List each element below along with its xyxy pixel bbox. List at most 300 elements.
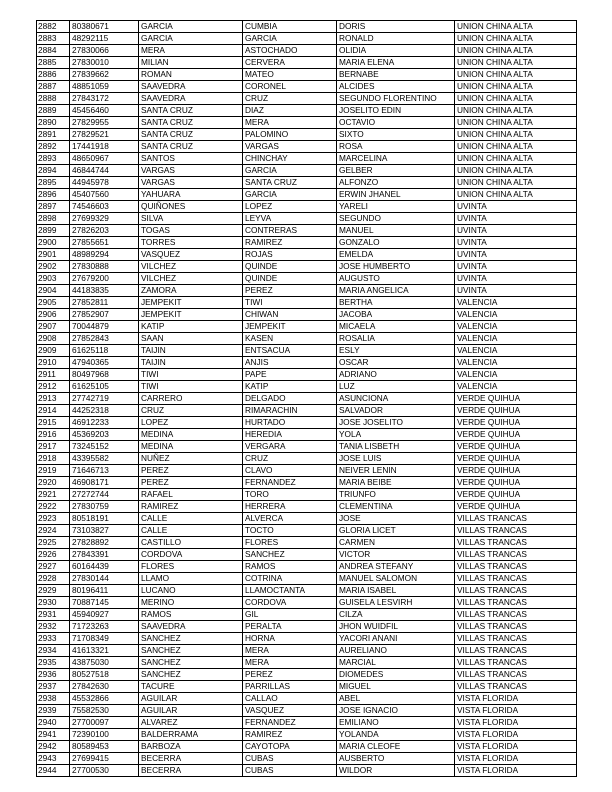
id-number-cell: 27830759	[70, 501, 139, 513]
row-number-cell: 2943	[37, 753, 70, 765]
community-cell: VILLAS TRANCAS	[455, 633, 577, 645]
row-number-cell: 2940	[37, 717, 70, 729]
row-number-cell: 2891	[37, 129, 70, 141]
first-surname-cell: CARRERO	[139, 393, 243, 405]
table-row	[37, 321, 577, 333]
given-names-cell: OSCAR	[337, 357, 455, 369]
given-names-cell: DIOMEDES	[337, 669, 455, 681]
given-names-cell: MIGUEL	[337, 681, 455, 693]
community-cell: VISTA FLORIDA	[455, 741, 577, 753]
first-surname-cell: TAIJIN	[139, 357, 243, 369]
first-surname-cell: PEREZ	[139, 477, 243, 489]
first-surname-cell: JEMPEKIT	[139, 297, 243, 309]
table-row	[37, 177, 577, 189]
table-row	[37, 69, 577, 81]
given-names-cell: MARCIAL	[337, 657, 455, 669]
row-number-cell: 2904	[37, 285, 70, 297]
table-row	[37, 573, 577, 585]
community-cell: VILLAS TRANCAS	[455, 657, 577, 669]
row-number-cell: 2923	[37, 513, 70, 525]
row-number-cell: 2886	[37, 69, 70, 81]
row-number-cell: 2926	[37, 549, 70, 561]
first-surname-cell: CALLE	[139, 513, 243, 525]
id-number-cell: 27830066	[70, 45, 139, 57]
given-names-cell: ROSA	[337, 141, 455, 153]
id-number-cell: 27843172	[70, 93, 139, 105]
second-surname-cell: CORONEL	[243, 81, 337, 93]
table-row	[37, 225, 577, 237]
given-names-cell: CLEMENTINA	[337, 501, 455, 513]
row-number-cell: 2907	[37, 321, 70, 333]
second-surname-cell: PAPE	[243, 369, 337, 381]
row-number-cell: 2887	[37, 81, 70, 93]
row-number-cell: 2934	[37, 645, 70, 657]
table-row	[37, 129, 577, 141]
row-number-cell: 2917	[37, 441, 70, 453]
community-cell: UNION CHINA ALTA	[455, 33, 577, 45]
id-number-cell: 27700097	[70, 717, 139, 729]
given-names-cell: SALVADOR	[337, 405, 455, 417]
id-number-cell: 80527518	[70, 669, 139, 681]
row-number-cell: 2933	[37, 633, 70, 645]
given-names-cell: ALFONZO	[337, 177, 455, 189]
id-number-cell: 45369203	[70, 429, 139, 441]
id-number-cell: 44183835	[70, 285, 139, 297]
given-names-cell: MARIA CLEOFE	[337, 741, 455, 753]
row-number-cell: 2906	[37, 309, 70, 321]
first-surname-cell: SANTA CRUZ	[139, 129, 243, 141]
row-number-cell: 2928	[37, 573, 70, 585]
given-names-cell: DORIS	[337, 21, 455, 33]
first-surname-cell: RAMOS	[139, 609, 243, 621]
table-row	[37, 105, 577, 117]
id-number-cell: 71708349	[70, 633, 139, 645]
first-surname-cell: KATIP	[139, 321, 243, 333]
second-surname-cell: MERA	[243, 645, 337, 657]
id-number-cell: 70044879	[70, 321, 139, 333]
table-row	[37, 537, 577, 549]
id-number-cell: 41613321	[70, 645, 139, 657]
id-number-cell: 27699415	[70, 753, 139, 765]
second-surname-cell: PERALTA	[243, 621, 337, 633]
row-number-cell: 2915	[37, 417, 70, 429]
id-number-cell: 46908171	[70, 477, 139, 489]
community-cell: VISTA FLORIDA	[455, 753, 577, 765]
community-cell: VISTA FLORIDA	[455, 693, 577, 705]
first-surname-cell: TACURE	[139, 681, 243, 693]
first-surname-cell: RAMIREZ	[139, 501, 243, 513]
community-cell: UNION CHINA ALTA	[455, 117, 577, 129]
row-number-cell: 2916	[37, 429, 70, 441]
table-row	[37, 669, 577, 681]
row-number-cell: 2910	[37, 357, 70, 369]
id-number-cell: 27855651	[70, 237, 139, 249]
table-row	[37, 729, 577, 741]
second-surname-cell: ASTOCHADO	[243, 45, 337, 57]
id-number-cell: 45940927	[70, 609, 139, 621]
second-surname-cell: CORDOVA	[243, 597, 337, 609]
second-surname-cell: MERA	[243, 117, 337, 129]
first-surname-cell: BARBOZA	[139, 741, 243, 753]
table-row	[37, 645, 577, 657]
id-number-cell: 43395582	[70, 453, 139, 465]
community-cell: VERDE QUIHUA	[455, 501, 577, 513]
community-cell: VALENCIA	[455, 309, 577, 321]
table-row	[37, 117, 577, 129]
id-number-cell: 27852907	[70, 309, 139, 321]
first-surname-cell: TAIJIN	[139, 345, 243, 357]
table-row	[37, 93, 577, 105]
first-surname-cell: AGUILAR	[139, 693, 243, 705]
community-cell: VALENCIA	[455, 369, 577, 381]
row-number-cell: 2935	[37, 657, 70, 669]
given-names-cell: VICTOR	[337, 549, 455, 561]
id-number-cell: 44945978	[70, 177, 139, 189]
given-names-cell: JOSE LUIS	[337, 453, 455, 465]
second-surname-cell: JEMPEKIT	[243, 321, 337, 333]
first-surname-cell: RAFAEL	[139, 489, 243, 501]
second-surname-cell: TOCTO	[243, 525, 337, 537]
table-row	[37, 33, 577, 45]
second-surname-cell: GIL	[243, 609, 337, 621]
community-cell: UNION CHINA ALTA	[455, 153, 577, 165]
second-surname-cell: MERA	[243, 657, 337, 669]
id-number-cell: 27679200	[70, 273, 139, 285]
community-cell: VERDE QUIHUA	[455, 393, 577, 405]
row-number-cell: 2937	[37, 681, 70, 693]
row-number-cell: 2912	[37, 381, 70, 393]
id-number-cell: 80196411	[70, 585, 139, 597]
table-row	[37, 417, 577, 429]
row-number-cell: 2896	[37, 189, 70, 201]
second-surname-cell: KASEN	[243, 333, 337, 345]
given-names-cell: ASUNCIONA	[337, 393, 455, 405]
id-number-cell: 27830888	[70, 261, 139, 273]
id-number-cell: 48989294	[70, 249, 139, 261]
community-cell: UNION CHINA ALTA	[455, 81, 577, 93]
second-surname-cell: PEREZ	[243, 669, 337, 681]
first-surname-cell: BECERRA	[139, 753, 243, 765]
community-cell: UNION CHINA ALTA	[455, 189, 577, 201]
given-names-cell: MARIA ELENA	[337, 57, 455, 69]
second-surname-cell: ENTSACUA	[243, 345, 337, 357]
given-names-cell: LUZ	[337, 381, 455, 393]
first-surname-cell: CORDOVA	[139, 549, 243, 561]
community-cell: VISTA FLORIDA	[455, 729, 577, 741]
given-names-cell: OLIDIA	[337, 45, 455, 57]
given-names-cell: YACORI ANANI	[337, 633, 455, 645]
first-surname-cell: MEDINA	[139, 441, 243, 453]
community-cell: UVINTA	[455, 273, 577, 285]
table-row	[37, 429, 577, 441]
second-surname-cell: PALOMINO	[243, 129, 337, 141]
first-surname-cell: LOPEZ	[139, 417, 243, 429]
first-surname-cell: MERINO	[139, 597, 243, 609]
given-names-cell: ABEL	[337, 693, 455, 705]
row-number-cell: 2944	[37, 765, 70, 777]
first-surname-cell: GARCIA	[139, 33, 243, 45]
community-cell: UVINTA	[455, 249, 577, 261]
second-surname-cell: FERNANDEZ	[243, 717, 337, 729]
second-surname-cell: CLAVO	[243, 465, 337, 477]
row-number-cell: 2919	[37, 465, 70, 477]
row-number-cell: 2898	[37, 213, 70, 225]
community-cell: VILLAS TRANCAS	[455, 609, 577, 621]
id-number-cell: 27742719	[70, 393, 139, 405]
first-surname-cell: VILCHEZ	[139, 273, 243, 285]
table-row	[37, 441, 577, 453]
community-cell: VILLAS TRANCAS	[455, 681, 577, 693]
row-number-cell: 2921	[37, 489, 70, 501]
community-cell: UNION CHINA ALTA	[455, 93, 577, 105]
id-number-cell: 46912233	[70, 417, 139, 429]
community-cell: UNION CHINA ALTA	[455, 165, 577, 177]
first-surname-cell: QUIÑONES	[139, 201, 243, 213]
first-surname-cell: NUÑEZ	[139, 453, 243, 465]
first-surname-cell: PEREZ	[139, 465, 243, 477]
id-number-cell: 17441918	[70, 141, 139, 153]
community-cell: UNION CHINA ALTA	[455, 177, 577, 189]
first-surname-cell: SANCHEZ	[139, 645, 243, 657]
second-surname-cell: CAYOTOPA	[243, 741, 337, 753]
first-surname-cell: FLORES	[139, 561, 243, 573]
table-row	[37, 381, 577, 393]
second-surname-cell: VERGARA	[243, 441, 337, 453]
community-cell: VILLAS TRANCAS	[455, 573, 577, 585]
row-number-cell: 2929	[37, 585, 70, 597]
given-names-cell: TRIUNFO	[337, 489, 455, 501]
row-number-cell: 2922	[37, 501, 70, 513]
second-surname-cell: MATEO	[243, 69, 337, 81]
row-number-cell: 2908	[37, 333, 70, 345]
second-surname-cell: QUINDE	[243, 273, 337, 285]
first-surname-cell: GARCIA	[139, 21, 243, 33]
second-surname-cell: CHIWAN	[243, 309, 337, 321]
second-surname-cell: GARCIA	[243, 165, 337, 177]
id-number-cell: 27826203	[70, 225, 139, 237]
table-row	[37, 525, 577, 537]
table-row	[37, 741, 577, 753]
table-row	[37, 597, 577, 609]
table-row	[37, 45, 577, 57]
given-names-cell: EMILIANO	[337, 717, 455, 729]
given-names-cell: GELBER	[337, 165, 455, 177]
first-surname-cell: SANTA CRUZ	[139, 141, 243, 153]
id-number-cell: 27843391	[70, 549, 139, 561]
table-row	[37, 237, 577, 249]
table-row	[37, 681, 577, 693]
table-row	[37, 765, 577, 777]
second-surname-cell: RAMIREZ	[243, 729, 337, 741]
community-cell: VILLAS TRANCAS	[455, 585, 577, 597]
given-names-cell: SEGUNDO FLORENTINO	[337, 93, 455, 105]
table-row	[37, 309, 577, 321]
table-row	[37, 489, 577, 501]
row-number-cell: 2913	[37, 393, 70, 405]
first-surname-cell: VARGAS	[139, 165, 243, 177]
community-cell: VERDE QUIHUA	[455, 417, 577, 429]
id-number-cell: 80518191	[70, 513, 139, 525]
second-surname-cell: COTRINA	[243, 573, 337, 585]
table-row	[37, 189, 577, 201]
given-names-cell: JHON WUIDFIL	[337, 621, 455, 633]
id-number-cell: 80497968	[70, 369, 139, 381]
community-cell: VALENCIA	[455, 297, 577, 309]
first-surname-cell: TOGAS	[139, 225, 243, 237]
row-number-cell: 2909	[37, 345, 70, 357]
id-number-cell: 27852843	[70, 333, 139, 345]
second-surname-cell: TORO	[243, 489, 337, 501]
table-row	[37, 285, 577, 297]
first-surname-cell: MERA	[139, 45, 243, 57]
table-row	[37, 693, 577, 705]
second-surname-cell: PARRILLAS	[243, 681, 337, 693]
row-number-cell: 2938	[37, 693, 70, 705]
row-number-cell: 2897	[37, 201, 70, 213]
community-cell: UNION CHINA ALTA	[455, 21, 577, 33]
first-surname-cell: SANTA CRUZ	[139, 117, 243, 129]
row-number-cell: 2888	[37, 93, 70, 105]
id-number-cell: 74546603	[70, 201, 139, 213]
community-cell: UVINTA	[455, 213, 577, 225]
id-number-cell: 80380671	[70, 21, 139, 33]
table-row	[37, 21, 577, 33]
first-surname-cell: BALDERRAMA	[139, 729, 243, 741]
given-names-cell: TANIA LISBETH	[337, 441, 455, 453]
table-body	[37, 21, 577, 777]
community-cell: VERDE QUIHUA	[455, 477, 577, 489]
row-number-cell: 2894	[37, 165, 70, 177]
second-surname-cell: GARCIA	[243, 189, 337, 201]
id-number-cell: 27842630	[70, 681, 139, 693]
given-names-cell: GONZALO	[337, 237, 455, 249]
id-number-cell: 73245152	[70, 441, 139, 453]
id-number-cell: 71723263	[70, 621, 139, 633]
row-number-cell: 2893	[37, 153, 70, 165]
community-cell: UVINTA	[455, 261, 577, 273]
table-row	[37, 705, 577, 717]
row-number-cell: 2932	[37, 621, 70, 633]
id-number-cell: 27828892	[70, 537, 139, 549]
community-cell: UVINTA	[455, 237, 577, 249]
first-surname-cell: VILCHEZ	[139, 261, 243, 273]
id-number-cell: 45456460	[70, 105, 139, 117]
community-cell: VALENCIA	[455, 333, 577, 345]
id-number-cell: 27830010	[70, 57, 139, 69]
id-number-cell: 80589453	[70, 741, 139, 753]
row-number-cell: 2882	[37, 21, 70, 33]
given-names-cell: JOSE	[337, 513, 455, 525]
community-cell: VALENCIA	[455, 357, 577, 369]
first-surname-cell: MILIAN	[139, 57, 243, 69]
table-row	[37, 165, 577, 177]
given-names-cell: CILZA	[337, 609, 455, 621]
first-surname-cell: SILVA	[139, 213, 243, 225]
second-surname-cell: VARGAS	[243, 141, 337, 153]
second-surname-cell: RAMOS	[243, 561, 337, 573]
given-names-cell: SIXTO	[337, 129, 455, 141]
community-cell: UVINTA	[455, 225, 577, 237]
community-cell: UNION CHINA ALTA	[455, 105, 577, 117]
second-surname-cell: RAMIREZ	[243, 237, 337, 249]
community-cell: VERDE QUIHUA	[455, 441, 577, 453]
table-row	[37, 753, 577, 765]
first-surname-cell: SAAVEDRA	[139, 621, 243, 633]
second-surname-cell: HORNA	[243, 633, 337, 645]
id-number-cell: 48851059	[70, 81, 139, 93]
table-row	[37, 213, 577, 225]
id-number-cell: 46844744	[70, 165, 139, 177]
community-cell: VERDE QUIHUA	[455, 489, 577, 501]
given-names-cell: MARIA ANGELICA	[337, 285, 455, 297]
id-number-cell: 44252318	[70, 405, 139, 417]
first-surname-cell: SANTA CRUZ	[139, 105, 243, 117]
second-surname-cell: CRUZ	[243, 453, 337, 465]
row-number-cell: 2936	[37, 669, 70, 681]
id-number-cell: 70887145	[70, 597, 139, 609]
id-number-cell: 27830144	[70, 573, 139, 585]
first-surname-cell: SANCHEZ	[139, 669, 243, 681]
row-number-cell: 2900	[37, 237, 70, 249]
first-surname-cell: CASTILLO	[139, 537, 243, 549]
table-row	[37, 249, 577, 261]
given-names-cell: YOLA	[337, 429, 455, 441]
table-row	[37, 81, 577, 93]
id-number-cell: 27700530	[70, 765, 139, 777]
first-surname-cell: CRUZ	[139, 405, 243, 417]
community-cell: VILLAS TRANCAS	[455, 537, 577, 549]
id-number-cell: 43875030	[70, 657, 139, 669]
first-surname-cell: TORRES	[139, 237, 243, 249]
given-names-cell: YARELI	[337, 201, 455, 213]
table-row	[37, 273, 577, 285]
first-surname-cell: ROMAN	[139, 69, 243, 81]
row-number-cell: 2911	[37, 369, 70, 381]
given-names-cell: JOSE HUMBERTO	[337, 261, 455, 273]
row-number-cell: 2918	[37, 453, 70, 465]
id-number-cell: 27829521	[70, 129, 139, 141]
second-surname-cell: TIWI	[243, 297, 337, 309]
given-names-cell: BERTHA	[337, 297, 455, 309]
row-number-cell: 2889	[37, 105, 70, 117]
table-row	[37, 609, 577, 621]
community-cell: VILLAS TRANCAS	[455, 513, 577, 525]
given-names-cell: GUISELA LESVIRH	[337, 597, 455, 609]
second-surname-cell: DIAZ	[243, 105, 337, 117]
first-surname-cell: SANCHEZ	[139, 633, 243, 645]
given-names-cell: ANDREA STEFANY	[337, 561, 455, 573]
row-number-cell: 2931	[37, 609, 70, 621]
community-cell: VISTA FLORIDA	[455, 705, 577, 717]
second-surname-cell: LOPEZ	[243, 201, 337, 213]
given-names-cell: MARCELINA	[337, 153, 455, 165]
given-names-cell: JOSELITO EDIN	[337, 105, 455, 117]
community-cell: VERDE QUIHUA	[455, 453, 577, 465]
first-surname-cell: BECERRA	[139, 765, 243, 777]
table-row	[37, 345, 577, 357]
first-surname-cell: YAHUARA	[139, 189, 243, 201]
row-number-cell: 2892	[37, 141, 70, 153]
first-surname-cell: SAAN	[139, 333, 243, 345]
community-cell: VILLAS TRANCAS	[455, 549, 577, 561]
second-surname-cell: DELGADO	[243, 393, 337, 405]
row-number-cell: 2941	[37, 729, 70, 741]
table-row	[37, 357, 577, 369]
second-surname-cell: VASQUEZ	[243, 705, 337, 717]
table-row	[37, 369, 577, 381]
table-row	[37, 561, 577, 573]
given-names-cell: YOLANDA	[337, 729, 455, 741]
